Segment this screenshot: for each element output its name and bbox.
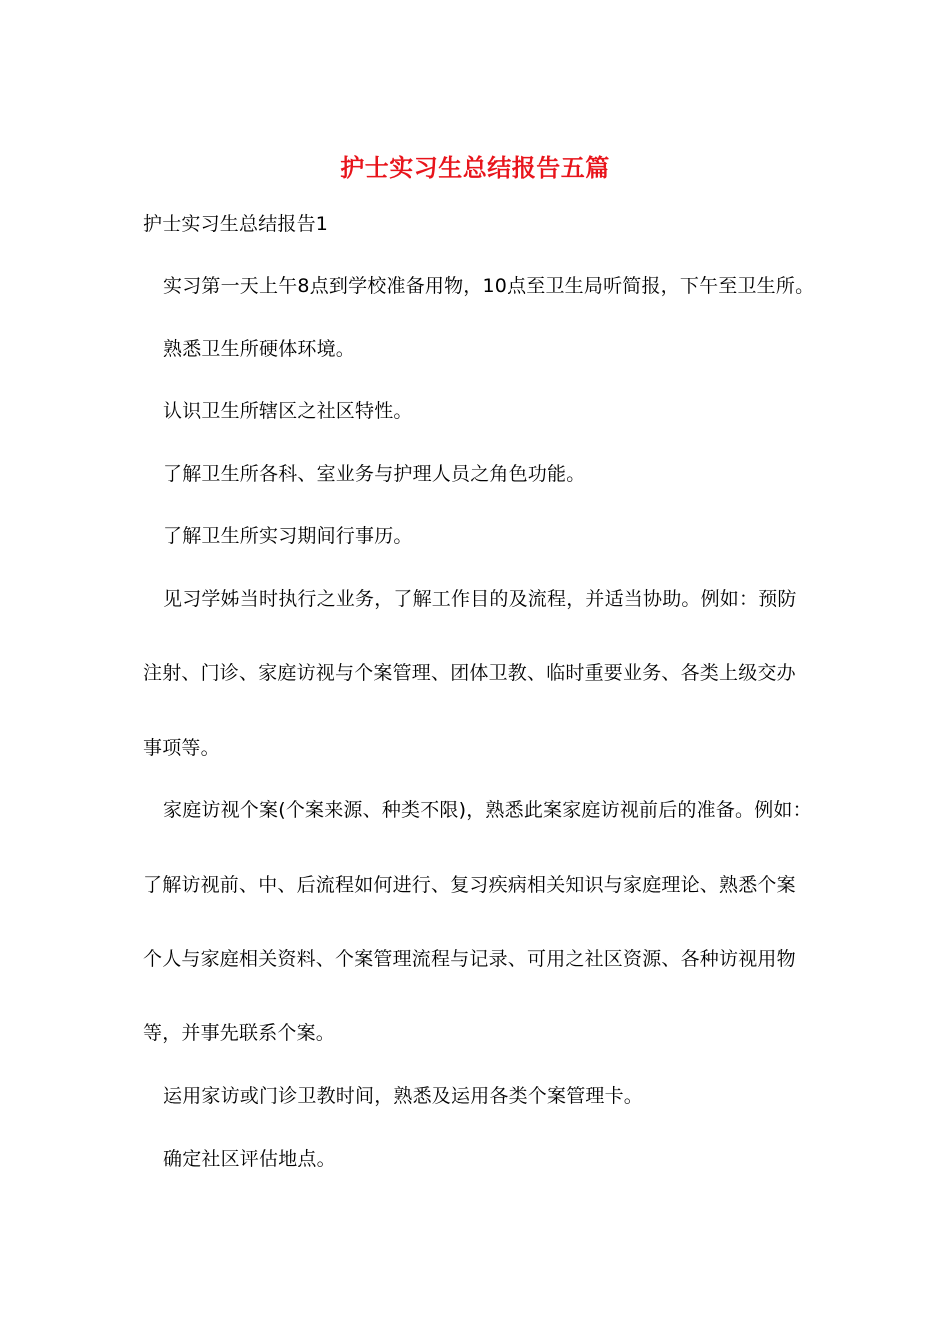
paragraph-line: 见习学姊当时执行之业务，了解工作目的及流程，并适当协助。例如：预防 bbox=[163, 588, 797, 610]
paragraph-line: 运用家访或门诊卫教时间，熟悉及运用各类个案管理卡。 bbox=[163, 1085, 644, 1107]
paragraph-line: 注射、门诊、家庭访视与个案管理、团体卫教、临时重要业务、各类上级交办 bbox=[143, 662, 796, 684]
paragraph-line: 等，并事先联系个案。 bbox=[143, 1022, 336, 1044]
paragraph-line: 实习第一天上午8点到学校准备用物，10点至卫生局听简报，下午至卫生所。 bbox=[163, 275, 815, 297]
paragraph-line: 事项等。 bbox=[143, 737, 220, 759]
paragraph-line: 熟悉卫生所硬体环境。 bbox=[163, 338, 356, 360]
paragraph-line: 个人与家庭相关资料、个案管理流程与记录、可用之社区资源、各种访视用物 bbox=[143, 948, 796, 970]
paragraph-line: 了解卫生所实习期间行事历。 bbox=[163, 525, 413, 547]
paragraph-line: 了解访视前、中、后流程如何进行、复习疾病相关知识与家庭理论、熟悉个案 bbox=[143, 874, 796, 896]
paragraph-line: 认识卫生所辖区之社区特性。 bbox=[163, 400, 413, 422]
paragraph-line: 家庭访视个案(个案来源、种类不限)，熟悉此案家庭访视前后的准备。例如： bbox=[163, 799, 812, 821]
section-heading: 护士实习生总结报告1 bbox=[143, 213, 329, 235]
paragraph-line: 了解卫生所各科、室业务与护理人员之角色功能。 bbox=[163, 463, 586, 485]
document-title: 护士实习生总结报告五篇 bbox=[340, 153, 610, 182]
paragraph-line: 确定社区评估地点。 bbox=[163, 1148, 336, 1170]
